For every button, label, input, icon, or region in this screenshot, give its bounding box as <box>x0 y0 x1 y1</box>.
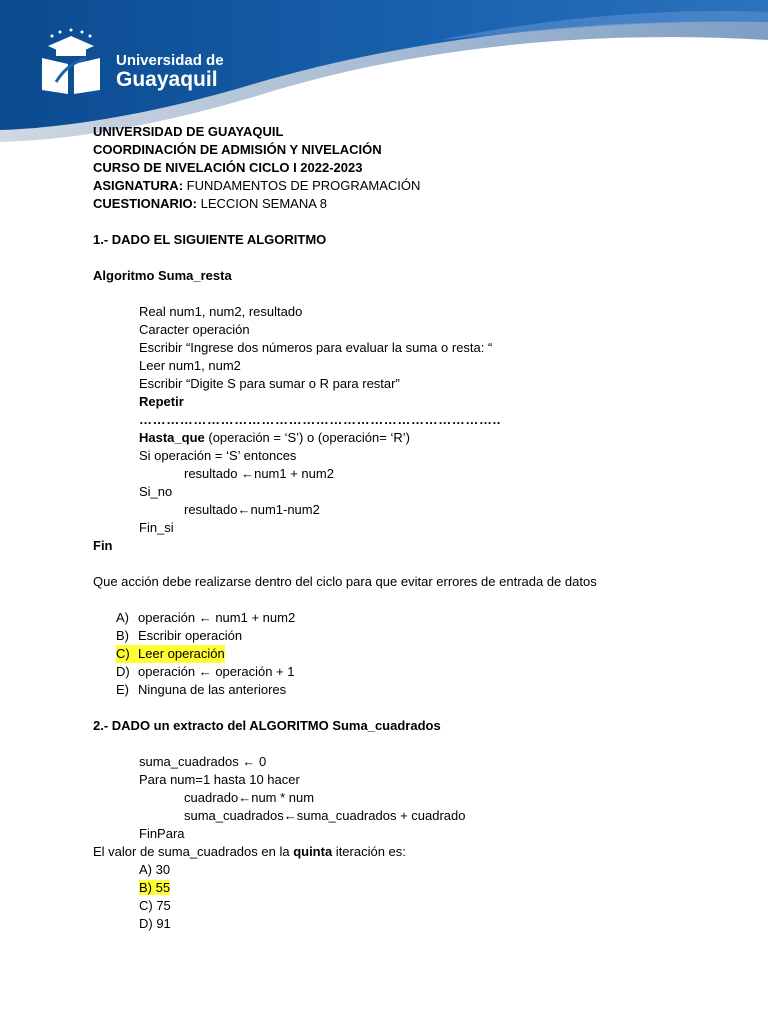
code-else-body: resultado←num1-num2 <box>184 502 320 517</box>
logo-text-line1: Universidad de <box>116 52 224 69</box>
document-body <box>93 123 733 933</box>
code-then: resultado ←num1 + num2 <box>184 466 334 481</box>
code-else: Si_no <box>139 484 173 499</box>
header-university: UNIVERSIDAD DE GUAYAQUIL <box>93 124 284 139</box>
code-line: Real num1, num2, resultado <box>139 304 303 319</box>
subject-value: FUNDAMENTOS DE PROGRAMACIÓN <box>183 178 421 193</box>
code-line: Caracter operación <box>139 322 250 337</box>
code-endif: Fin_si <box>139 520 174 535</box>
option-text: Escribir operación <box>138 628 243 643</box>
code-repeat: Repetir <box>139 394 184 409</box>
header-coordination: COORDINACIÓN DE ADMISIÓN Y NIVELACIÓN <box>93 142 382 157</box>
q2-question-pre: El valor de suma_cuadrados en la <box>93 844 294 859</box>
code-line: cuadrado←num * num <box>184 790 315 805</box>
option-d <box>93 663 733 681</box>
q1-algorithm-name: Algoritmo Suma_resta <box>93 268 232 283</box>
book-quill-icon <box>36 28 106 98</box>
quiz-label: CUESTIONARIO: <box>93 196 197 211</box>
code-line: suma_cuadrados←suma_cuadrados + cuadrado <box>184 808 466 823</box>
q2-question-bold: quinta <box>293 844 333 859</box>
code-if: Si operación = ‘S’ entonces <box>139 448 297 463</box>
header-quiz <box>93 195 733 213</box>
header-subject <box>93 177 733 195</box>
quiz-value: LECCION SEMANA 8 <box>197 196 328 211</box>
option-text: operación ← num1 + num2 <box>138 610 296 625</box>
until-condition: (operación = ‘S’) o (operación= ‘R’) <box>204 430 410 445</box>
option-label: B) <box>116 628 129 643</box>
code-blank-dots: …………………………………………………………………….. <box>139 412 502 427</box>
code-end: Fin <box>93 538 113 553</box>
option-text: Leer operación <box>138 646 225 661</box>
q2-question-post: iteración es: <box>332 844 406 859</box>
q2-option-d: D) 91 <box>139 916 171 931</box>
code-line: Leer num1, num2 <box>139 358 241 373</box>
option-c-highlighted <box>93 645 733 663</box>
subject-label: ASIGNATURA: <box>93 178 184 193</box>
option-a <box>93 609 733 627</box>
code-line: Escribir “Ingrese dos números para evaluar la suma o resta: “ <box>139 340 493 355</box>
until-keyword: Hasta_que <box>139 430 205 445</box>
option-e <box>93 681 733 699</box>
q2-option-b-highlighted <box>93 879 733 897</box>
option-label: A) <box>116 610 129 625</box>
university-logo <box>36 28 226 100</box>
code-line: Para num=1 hasta 10 hacer <box>139 772 300 787</box>
code-line: Escribir “Digite S para sumar o R para restar” <box>139 376 400 391</box>
option-text: B) 55 <box>139 880 171 895</box>
option-label: D) <box>116 664 130 679</box>
logo-text-line2: Guayaquil <box>116 68 218 91</box>
code-line: suma_cuadrados ← 0 <box>139 754 267 769</box>
code-until <box>93 429 733 447</box>
option-label: E) <box>116 682 129 697</box>
header-course: CURSO DE NIVELACIÓN CICLO I 2022-2023 <box>93 160 363 175</box>
q2-question <box>93 843 733 861</box>
code-line: FinPara <box>139 826 185 841</box>
option-text: operación ← operación + 1 <box>138 664 295 679</box>
option-b <box>93 627 733 645</box>
q2-option-c: C) 75 <box>139 898 171 913</box>
q2-option-a: A) 30 <box>139 862 171 877</box>
option-text: Ninguna de las anteriores <box>138 682 287 697</box>
q1-title: 1.- DADO EL SIGUIENTE ALGORITMO <box>93 232 327 247</box>
q2-title: 2.- DADO un extracto del ALGORITMO Suma_cuadrados <box>93 718 441 733</box>
option-label: C) <box>116 645 138 663</box>
q1-question: Que acción debe realizarse dentro del ciclo para que evitar errores de entrada de datos <box>93 574 597 589</box>
